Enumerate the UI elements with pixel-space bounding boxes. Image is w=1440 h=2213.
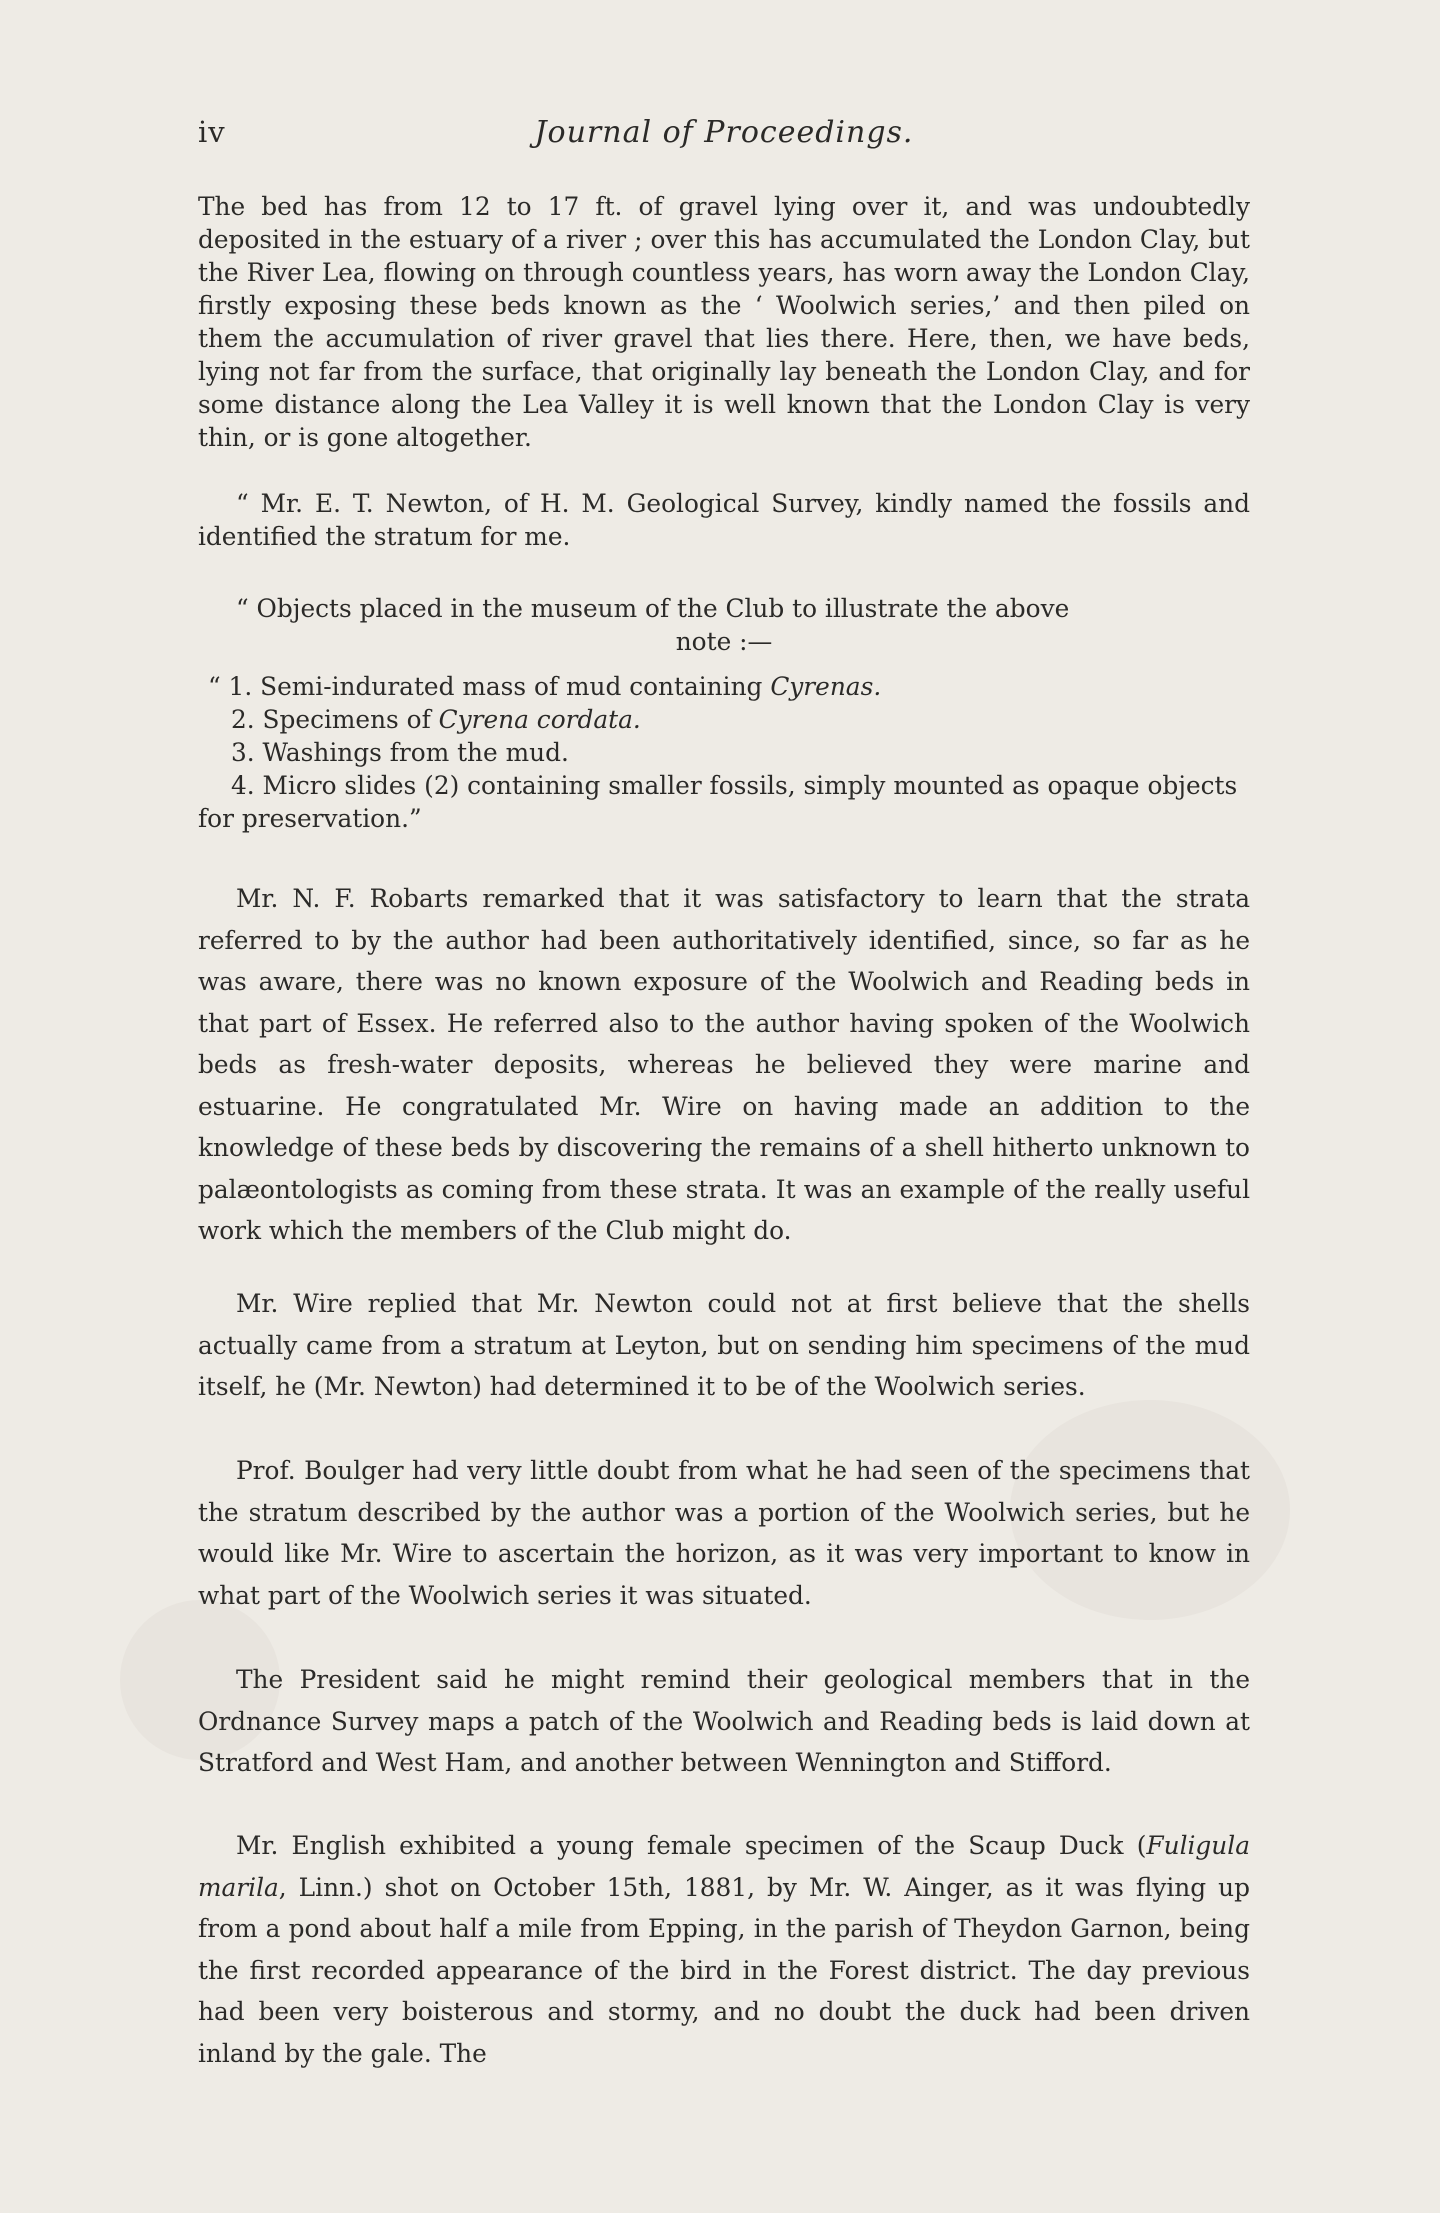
page-number: iv <box>198 115 226 149</box>
paragraph-text: Prof. Boulger had very little doubt from what he had seen of the specimens that the stratum described by the author was a portion of the Woolwich series, but he would like Mr. Wire to ascertain the horizon, as it was very important to know in what part of the Woolwich series it was situated. <box>198 1456 1250 1610</box>
paragraph-president <box>198 1659 1250 1784</box>
species-name: Fuligula marila <box>198 1831 1250 1902</box>
paragraph-text: Mr. Wire replied that Mr. Newton could not at first believe that the shells actually came from a stratum at Leyton, but on sending him specimens of the mud itself, he (Mr. Newton) had determined it to be of the Woolwich series. <box>198 1289 1250 1401</box>
running-title: Journal of Proceedings. <box>534 115 914 150</box>
list-item: 4. Micro slides (2) containing smaller fossils, simply mounted as opaque objects for preservation.” <box>198 771 1238 833</box>
paragraph-objects-intro <box>198 592 1250 658</box>
objects-list <box>198 670 1250 835</box>
list-item-text: 2. Specimens of <box>231 705 439 734</box>
paragraph-text: “ Objects placed in the museum of the Club to illustrate the above <box>236 594 1070 623</box>
paragraph-english <box>198 1825 1250 2074</box>
paragraph-robarts <box>198 878 1250 1252</box>
paragraph-text: “ Mr. E. T. Newton, of H. M. Geological Survey, kindly named the fossils and identified the stratum for me. <box>198 489 1250 551</box>
paragraph-wire-reply <box>198 1283 1250 1408</box>
paragraph-text: The bed has from 12 to 17 ft. of gravel lying over it, and was undoubtedly deposited in the estuary of a river ; over this has accumulated the London Clay, but the River Lea, flowing on through countless years, has worn away the London Clay, firstly exposing these beds known as the ‘ Woolwich series,’ and then piled on them the accumulation of river gravel that lies there. Here, then, we have beds, lying not far from the surface, that originally lay beneath the London Clay, and for some distance along the Lea Valley it is well known that the London Clay is very thin, or is gone altogether. <box>198 192 1250 452</box>
paragraph-bed-description <box>198 190 1250 454</box>
page-header <box>198 115 1250 161</box>
paragraph-text-note: note :— <box>675 627 773 656</box>
list-item <box>198 670 1250 703</box>
paragraph-text: Mr. N. F. Robarts remarked that it was satisfactory to learn that the strata referred to by the author had been authoritatively identified, since, so far as he was aware, there was no known exposure of the Woolwich and Reading beds in that part of Essex. He referred also to the author having spoken of the Woolwich beds as fresh-water deposits, whereas he believed they were marine and estuarine. He congratulated Mr. Wire on having made an addition to the knowledge of these beds by discovering the remains of a shell hitherto unknown to palæontologists as coming from these strata. It was an example of the really useful work which the members of the Club might do. <box>198 884 1250 1245</box>
list-item-italic: Cyrena cordata. <box>438 705 641 734</box>
list-item <box>198 703 1250 736</box>
paragraph-boulger <box>198 1450 1250 1616</box>
paragraph-text: The President said he might remind their geological members that in the Ordnance Survey maps a patch of the Woolwich and Reading beds is laid down at Stratford and West Ham, and another between Wennington and Stifford. <box>198 1665 1250 1777</box>
paragraph-newton-note <box>198 487 1250 553</box>
paragraph-text-part: Mr. English exhibited a young female specimen of the Scaup Duck ( <box>236 1831 1147 1860</box>
list-item-italic: Cyrenas. <box>770 672 882 701</box>
list-item: 3. Washings from the mud. <box>231 738 569 767</box>
paragraph-text-part: , Linn.) shot on October 15th, 1881, by Mr. W. Ainger, as it was flying up from a pond about half a mile from Epping, in the parish of Theydon Garnon, being the first recorded appearance of the bird in the Forest district. The day previous had been very boisterous and stormy, and no doubt the duck had been driven inland by the gale. The <box>198 1872 1250 2068</box>
paragraph-text <box>198 1825 1250 2074</box>
list-item-text: “ 1. Semi-indurated mass of mud containing <box>208 672 771 701</box>
